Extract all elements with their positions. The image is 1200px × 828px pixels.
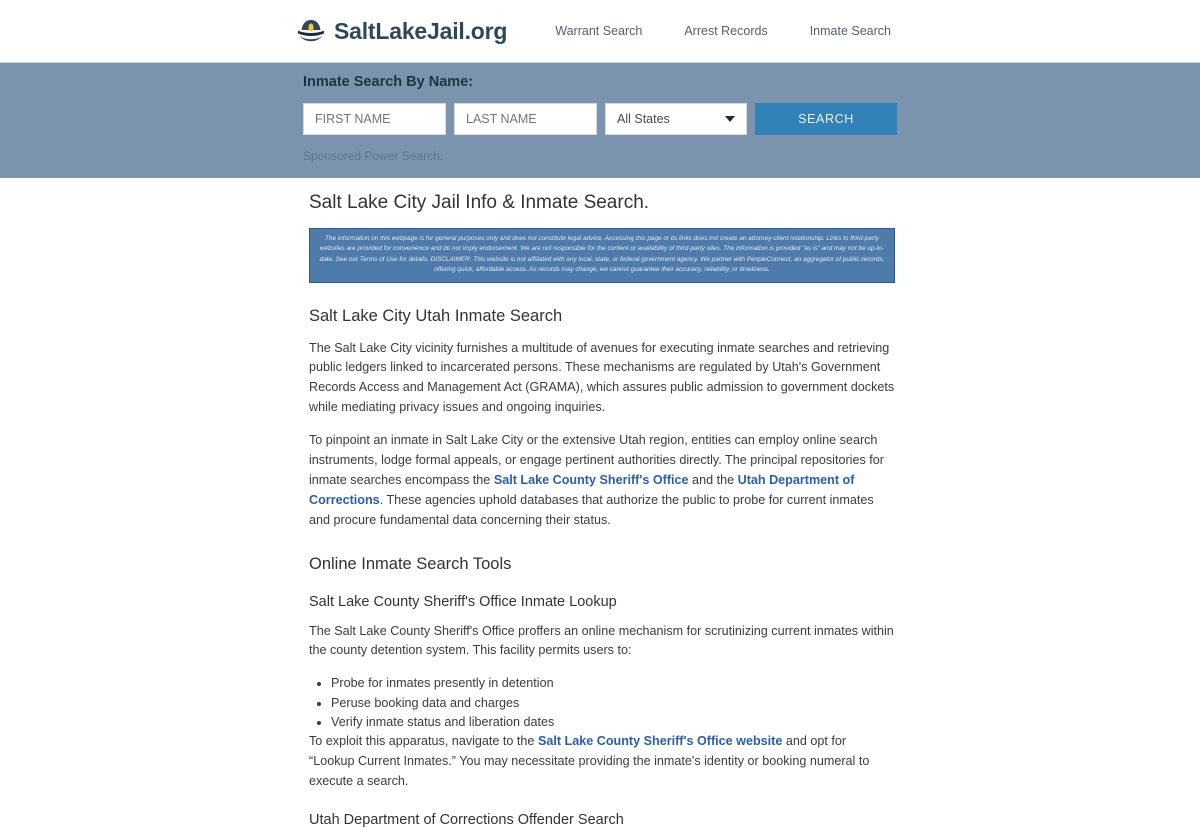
paragraph-repositories (309, 431, 895, 530)
search-form (303, 103, 897, 135)
page-title: Salt Lake City Jail Info & Inmate Search. (309, 192, 650, 213)
paragraph-repositories-text-2: and the (688, 472, 738, 487)
nav-link-arrest-records[interactable]: Arrest Records (684, 24, 768, 38)
brand-name: SaltLakeJail.org (334, 17, 508, 44)
list-item: • Peruse booking data and charges (331, 694, 895, 713)
inmate-search-band (0, 62, 1200, 178)
paragraph-how-to-use-text-2: and opt for “Lookup Current Inmates.” You may necessitate providing the inmate's identity or booking numeral to execute a search. (309, 734, 870, 788)
paragraph-how-to-use-text-1: To exploit this apparatus, navigate to the (309, 734, 538, 749)
site-logo-link[interactable] (296, 18, 507, 45)
paragraph-how-to-use (309, 732, 895, 792)
search-button[interactable]: SEARCH (755, 103, 897, 135)
paragraph-grama-overview: The Salt Lake City vicinity furnishes a multitude of avenues for executing inmate searches and retrieving public ledgers linked to incarcerated persons. These mechanisms are regulated by Utah's Government Records Access and Management Act (GRAMA), which assures public admission to government dockets while mediating privacy issues and ongoing inquiries. (309, 340, 895, 415)
paragraph-repositories-text-1: To pinpoint an inmate in Salt Lake City or the extensive Utah region, entities can employ online search instruments, lodge formal appeals, or engage pertinent authorities directly. The principal repositories for inmate searches encompass the (309, 433, 884, 487)
section-heading-inmate-search: Salt Lake City Utah Inmate Search (309, 306, 563, 325)
sheriff-lookup-feature-list (309, 674, 895, 732)
nav-link-warrant-search[interactable]: Warrant Search (555, 24, 643, 38)
section-heading-online-tools: Online Inmate Search Tools (309, 554, 512, 573)
last-name-input[interactable] (454, 103, 597, 135)
legal-disclaimer-box: The information on this webpage is for general purposes only and does not constitute legal advice. Accessing this page or its links does not create an attorney-client relationship. Links to third-party websites are provided for convenience and do not imply endorsement. We are not responsible for the content or availability of third-party sites. The information is provided "as is" and may not be up-to-date. See our Terms of Use for details. DISCLAIMER: This website is not affiliated with any local, state, or federal government agency. We partner with PeopleConnect, an aggregator of public records, offering quick, affordable access. As records may change, we cannot guarantee their accuracy, reliability, or timeliness. (309, 228, 895, 283)
state-select[interactable] (605, 103, 747, 135)
subsection-heading-udc-offender-search: Utah Department of Corrections Offender Search (309, 811, 624, 828)
sponsored-power-search-link[interactable]: Sponsored Power Search. (303, 149, 444, 163)
paragraph-repositories-text-3: . These agencies uphold databases that authorize the public to probe for current inmates and procure fundamental data concerning their status. (309, 492, 874, 527)
site-header (0, 0, 1200, 62)
link-salt-lake-county-sheriffs-office[interactable]: Salt Lake County Sheriff's Office (493, 472, 689, 487)
main-navigation (555, 24, 891, 38)
link-utah-department-of-corrections[interactable]: Utah Department of Corrections (309, 472, 855, 507)
article-content (309, 178, 895, 828)
list-item: • Verify inmate status and liberation dates (331, 713, 895, 732)
link-sheriffs-office-website[interactable]: Salt Lake County Sheriff's Office website (537, 734, 783, 749)
list-item: • Probe for inmates presently in detention (331, 674, 895, 693)
chevron-down-icon (725, 116, 735, 122)
state-select-value: All States (617, 112, 670, 126)
paragraph-sheriff-lookup: The Salt Lake County Sheriff's Office proffers an online mechanism for scrutinizing current inmates within the county detention system. This facility permits users to: (309, 623, 894, 658)
search-band-title: Inmate Search By Name: (303, 74, 474, 90)
police-cap-icon (296, 18, 326, 44)
subsection-heading-sheriff-lookup: Salt Lake County Sheriff's Office Inmate Lookup (309, 593, 617, 610)
first-name-input[interactable] (303, 103, 446, 135)
nav-link-inmate-search[interactable]: Inmate Search (809, 24, 891, 38)
